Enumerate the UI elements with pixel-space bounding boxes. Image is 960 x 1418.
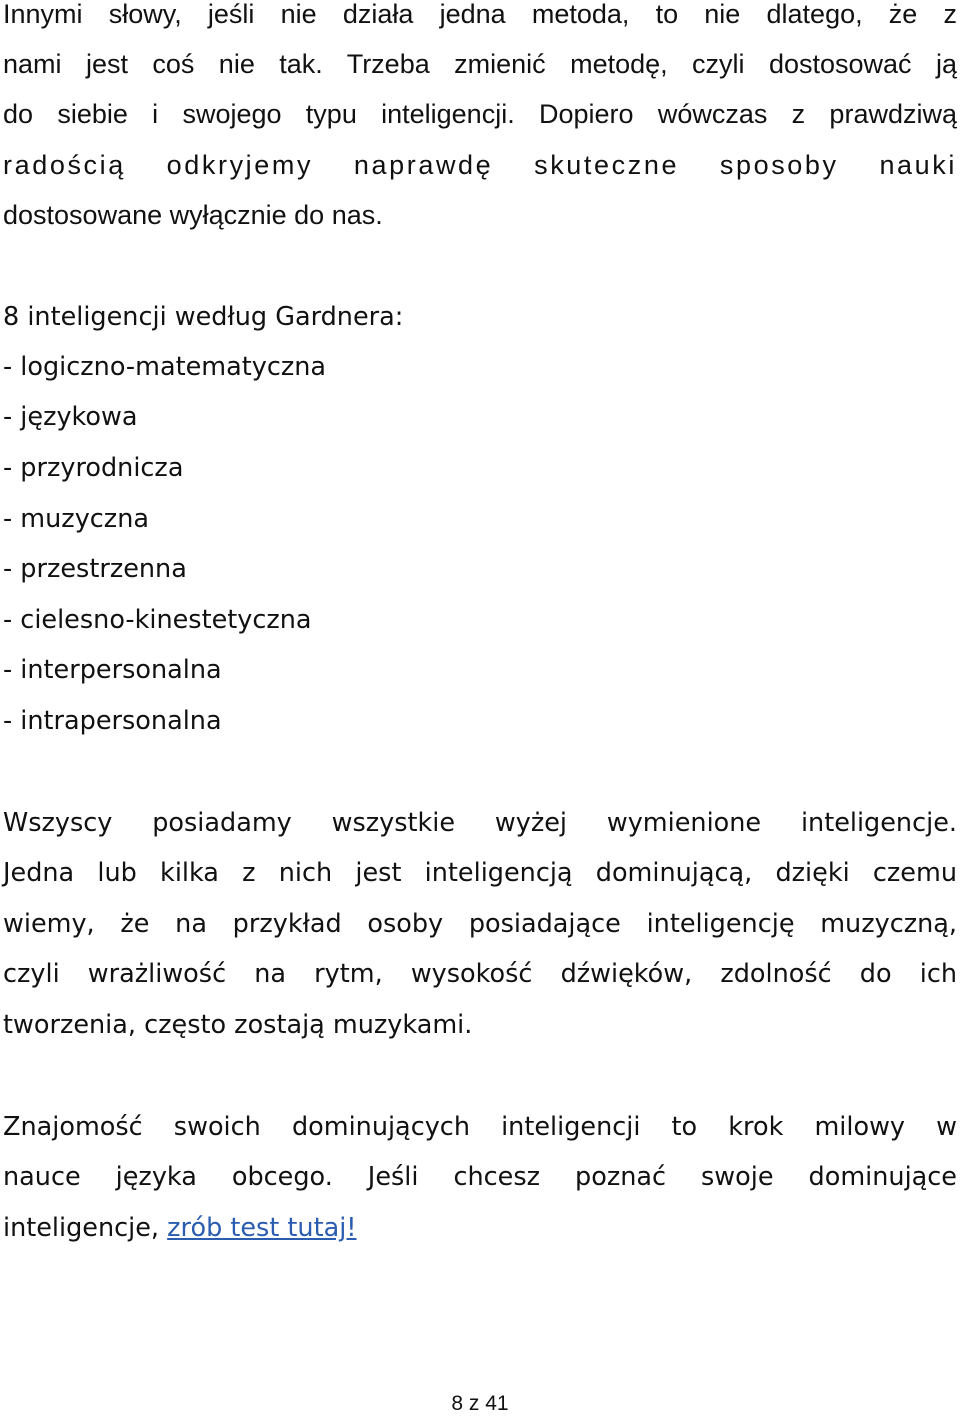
test-link[interactable]: zrób test tutaj! bbox=[167, 1213, 357, 1243]
intro-line-5: dostosowane wyłącznie do nas. bbox=[3, 200, 383, 230]
paragraph2-line-2: Jedna lub kilka z nich jest inteligencją dominującą, dzięki czemu bbox=[3, 858, 957, 888]
paragraph2-line-4: czyli wrażliwość na rytm, wysokość dźwięków, zdolność do ich bbox=[3, 959, 957, 989]
intelligence-item: - intrapersonalna bbox=[3, 706, 222, 736]
paragraph3-line-3 bbox=[3, 1203, 957, 1253]
intro-line-2: nami jest coś nie tak. Trzeba zmienić metodę, czyli dostosować ją bbox=[3, 49, 957, 79]
paragraph2-line-3: wiemy, że na przykład osoby posiadające inteligencję muzyczną, bbox=[3, 909, 957, 939]
intelligence-item: - przyrodnicza bbox=[3, 453, 184, 483]
intelligence-item: - interpersonalna bbox=[3, 655, 222, 685]
paragraph3-last-text: inteligencje, bbox=[3, 1213, 168, 1243]
paragraph2-line-1: Wszyscy posiadamy wszystkie wyżej wymienione inteligencje. bbox=[3, 808, 957, 838]
intro-line-1: Innymi słowy, jeśli nie działa jedna metoda, to nie dlatego, że z bbox=[3, 0, 957, 29]
page-number: 8 z 41 bbox=[451, 1392, 509, 1415]
intelligences-heading: 8 inteligencji według Gardnera: bbox=[3, 302, 404, 332]
intro-line-4: radością odkryjemy naprawdę skuteczne sposoby nauki bbox=[3, 150, 957, 180]
intelligence-item: - językowa bbox=[3, 402, 138, 432]
paragraph3-line-2: nauce języka obcego. Jeśli chcesz poznać swoje dominujące bbox=[3, 1162, 957, 1192]
intelligence-item: - przestrzenna bbox=[3, 554, 187, 584]
intelligence-item: - cielesno-kinestetyczna bbox=[3, 605, 312, 635]
intelligence-item: - logiczno-matematyczna bbox=[3, 352, 327, 382]
paragraph3-line-1: Znajomość swoich dominujących inteligencji to krok milowy w bbox=[3, 1112, 957, 1142]
paragraph2-line-5: tworzenia, często zostają muzykami. bbox=[3, 1010, 473, 1040]
intelligence-item: - muzyczna bbox=[3, 504, 149, 534]
intro-line-3: do siebie i swojego typu inteligencji. Dopiero wówczas z prawdziwą bbox=[3, 99, 957, 129]
